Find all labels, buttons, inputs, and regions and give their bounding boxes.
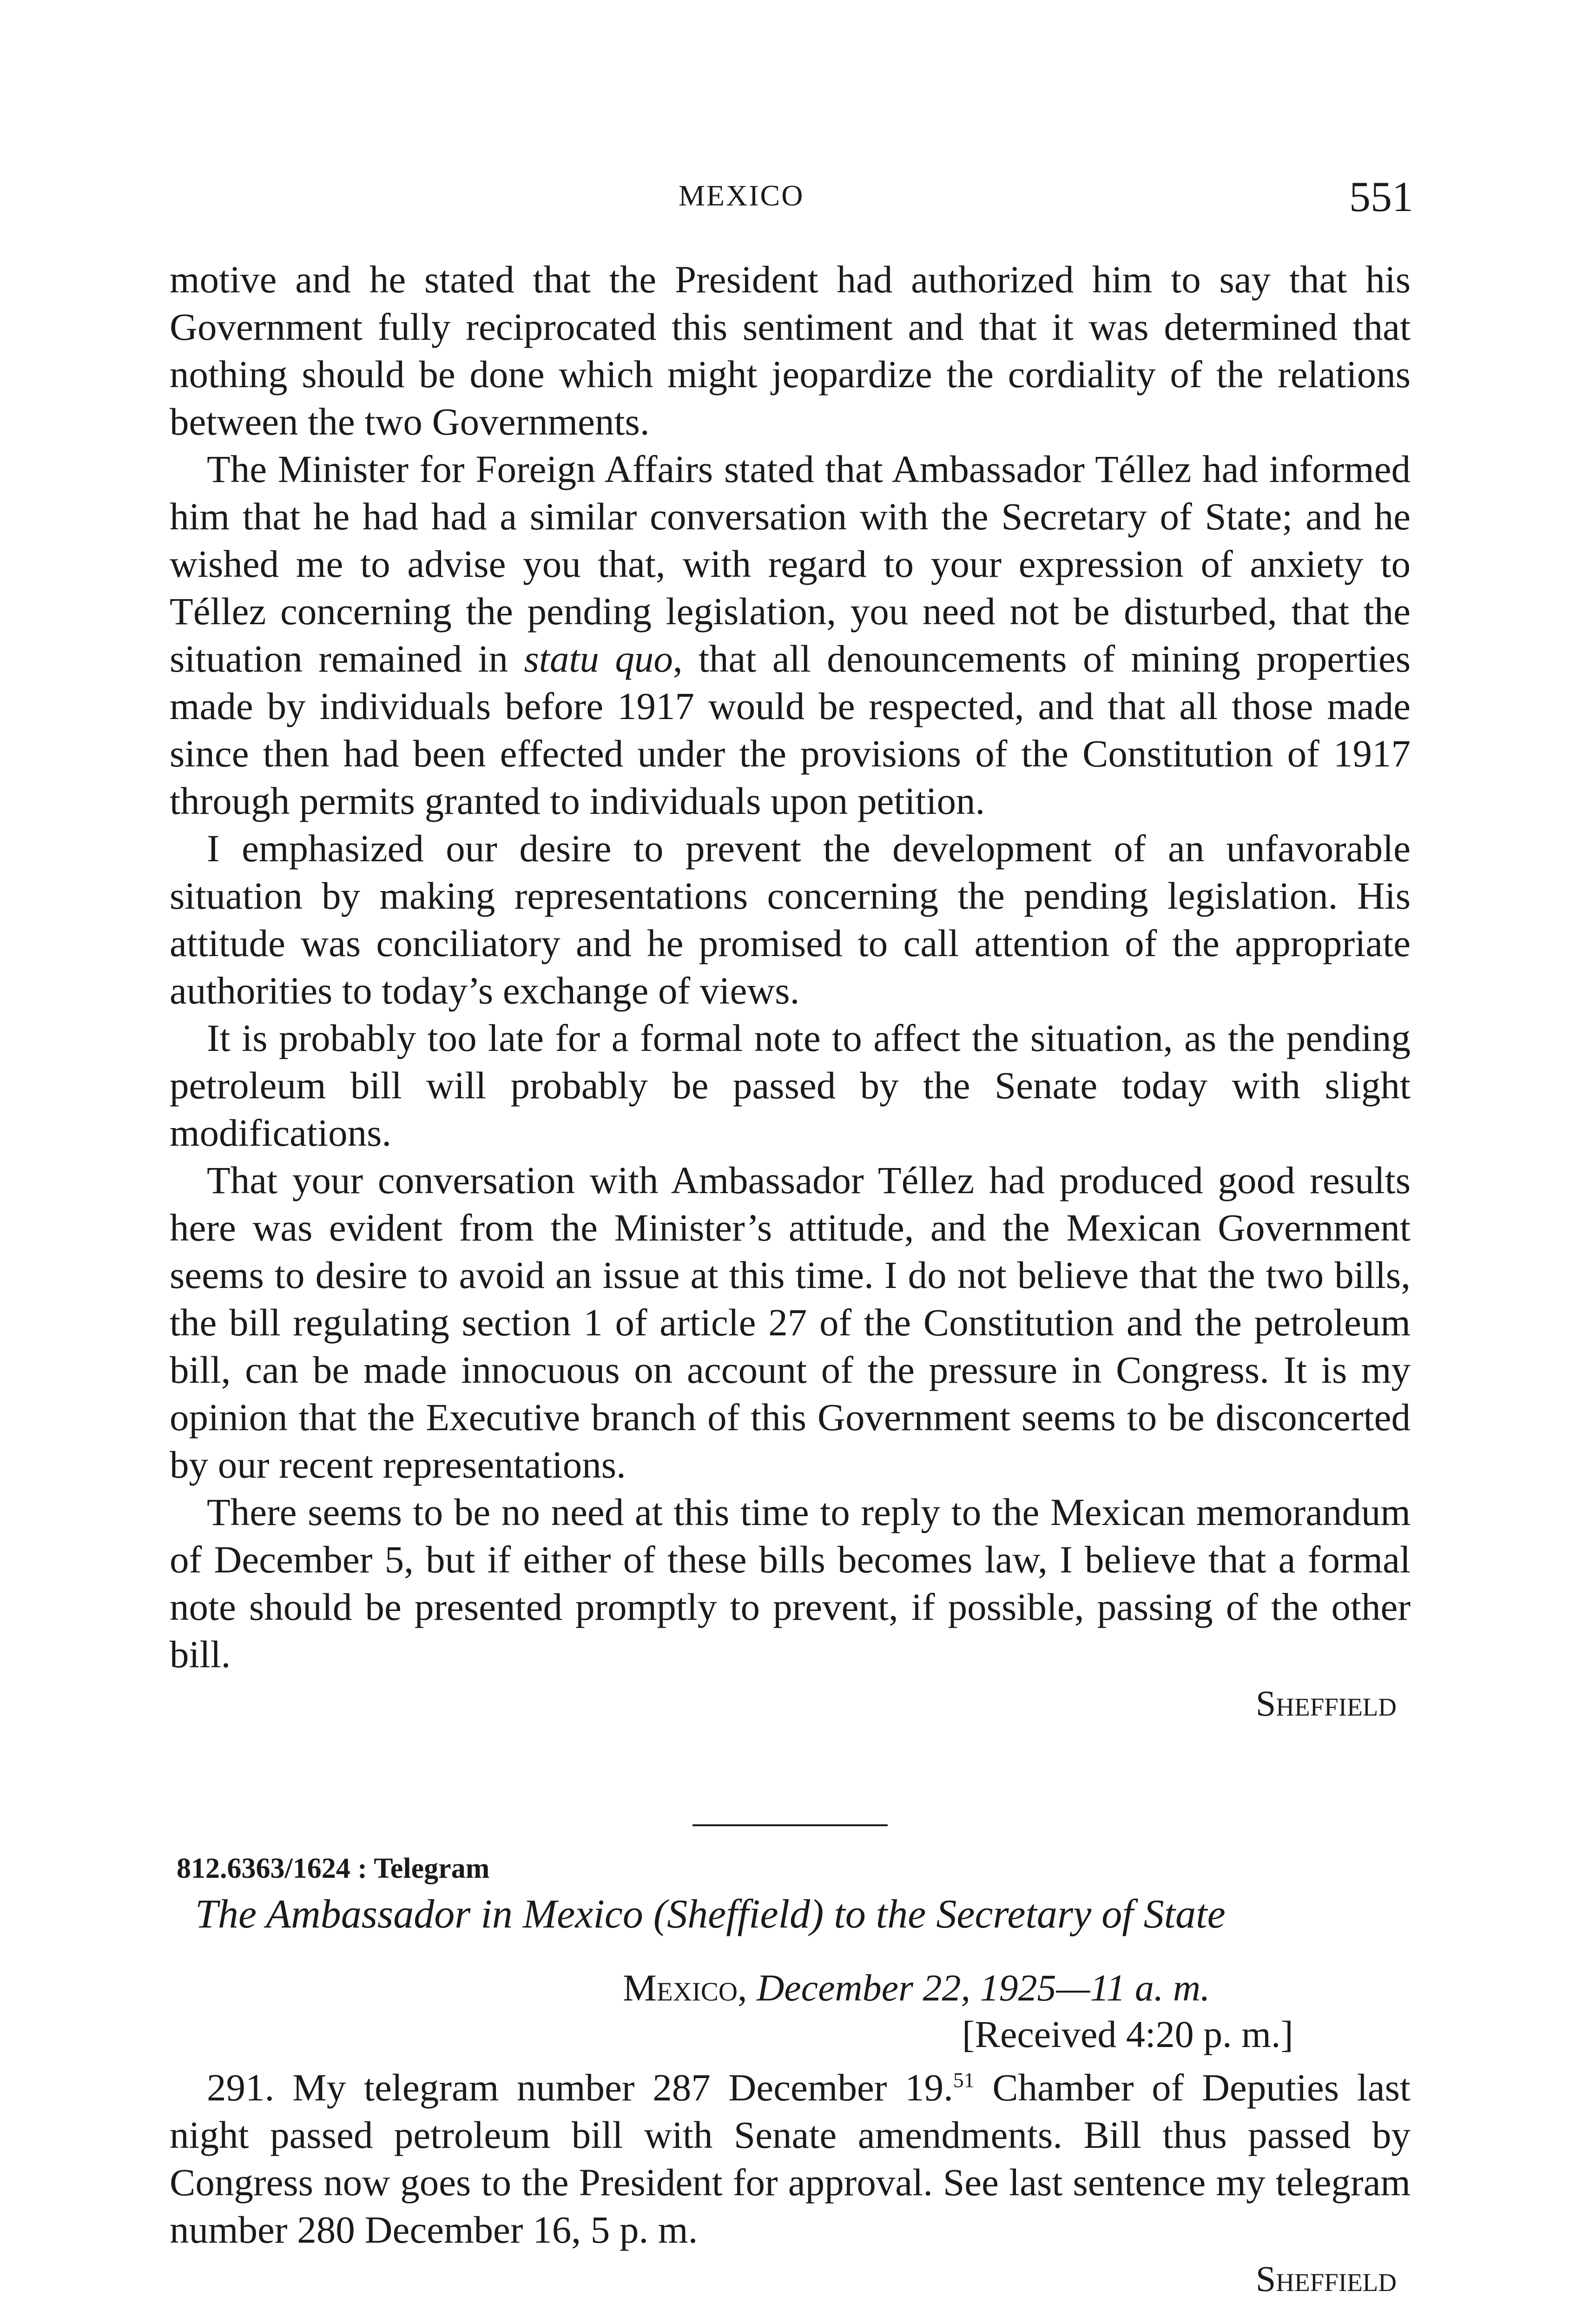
paragraph-text: The Minister for Foreign Affairs stated that Ambassador Téllez had informed him that he had had a similar conversation with the Secretary of State; and he wished me to advise you that, with regard to your expression of anxiety to Téllez concerning the pending legislation, you need not be disturbed, that the situation remained in <box>170 448 1411 680</box>
paragraph: There seems to be no need at this time to reply to the Mexican memorandum of December 5, but if either of these bills becomes law, I believe that a formal note should be presented promptly to prevent, if possible, passing of the other bill. <box>170 1491 1411 1676</box>
letter-body <box>170 256 1411 1729</box>
dateline <box>623 1966 1210 2010</box>
paragraph: motive and he stated that the President had authorized him to say that his Government fully reciprocated this sentiment and that it was determined that nothing should be done which might jeopardize the cordiality of the relations between the two Governments. <box>170 258 1411 443</box>
paragraph <box>170 445 1411 825</box>
document-heading: The Ambassador in Mexico (Sheffield) to the Secretary of State <box>195 1892 1226 1937</box>
paragraph: That your conversation with Ambassador Téllez had produced good results here was evident from the Minister’s attitude, and the Mexican Government seems to desire to avoid an issue at this time. I do not believe that the two bills, the bill regulating section 1 of article 27 of the Constitution and the petroleum bill, can be made innocuous on account of the pressure in Congress. It is my opinion that the Executive branch of this Government seems to be disconcerted by our recent representations. <box>170 1159 1411 1486</box>
page-header <box>0 172 1576 228</box>
dateline-date: December 22, 1925—11 a. m. <box>757 1967 1210 2009</box>
paragraph-text: 291. My telegram number 287 December 19. <box>207 2066 953 2109</box>
signature: Sheffield <box>1255 1683 1397 1723</box>
latin-phrase: statu quo <box>524 637 673 680</box>
running-head: MEXICO <box>679 179 804 212</box>
paragraph-text: Chamber of Deputies last night passed petroleum bill with Senate amendments. Bill thus passed by Congress now goes to the President for approval. See last sentence my telegram number 280 December 16, 5 p. m. <box>170 2066 1411 2251</box>
page-number: 551 <box>1349 173 1413 220</box>
paragraph <box>170 2064 1411 2253</box>
paragraph: I emphasized our desire to prevent the development of an unfavorable situation by making representations concerning the pending legislation. His attitude was conciliatory and he promised to call attention of the appropriate authorities to today’s exchange of views. <box>170 827 1411 1012</box>
paragraph: It is probably too late for a formal note to affect the situation, as the pending petroleum bill will probably be passed by the Senate today with slight modifications. <box>170 1017 1411 1154</box>
dateline-place: Mexico, <box>623 1967 747 2009</box>
paragraph-text: , that all denouncements of mining properties made by individuals before 1917 would be respected, and that all those made since then had been effected under the provisions of the Constitution of 1917 through permits granted to individuals upon petition. <box>170 637 1411 822</box>
file-reference: 812.6363/1624 : Telegram <box>177 1853 490 1884</box>
received-time: [Received 4:20 p. m.] <box>962 2013 1293 2055</box>
section-divider <box>692 1824 888 1826</box>
telegram-body <box>170 2064 1411 2304</box>
footnote-ref: 51 <box>953 2068 975 2092</box>
signature: Sheffield <box>1255 2258 1397 2299</box>
